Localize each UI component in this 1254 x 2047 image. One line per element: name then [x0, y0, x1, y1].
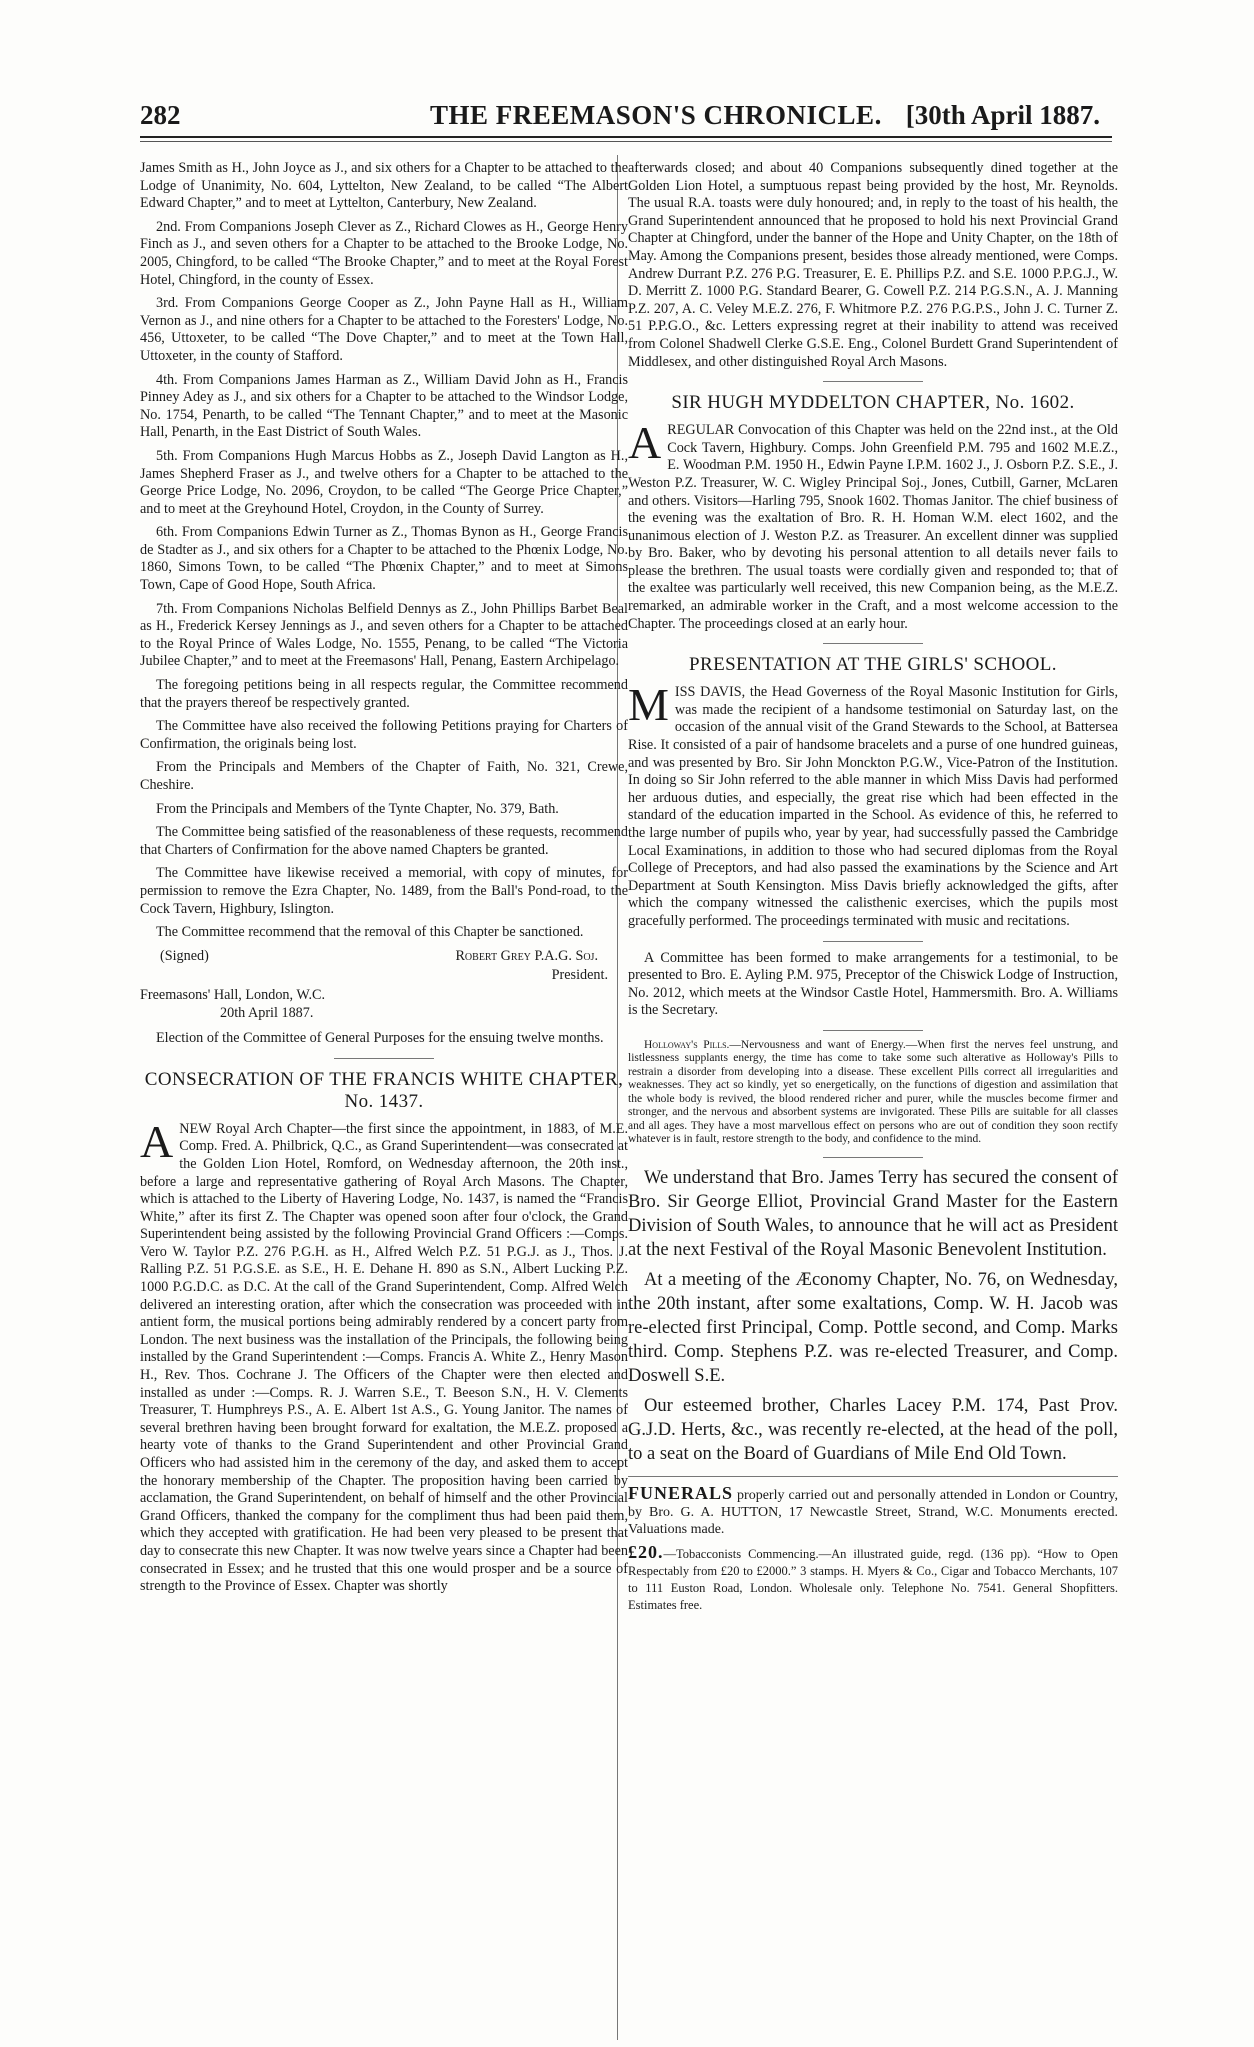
funerals-advert: [628, 1482, 1118, 1538]
petition-5: 5th. From Companions Hugh Marcus Hobbs as Z., Joseph David Langton as H., James Shepherd Fraser as J., and twelve others for a Chapter to be attached to the George Price Lodge, No. 2096, Croydon, to be called “The George Price Chapter,” and to meet at the Greyhound Hotel, Croydon, in the County of Surrey.: [140, 447, 628, 517]
address-date: 20th April 1887.: [220, 1004, 314, 1021]
myddelton-heading: SIR HUGH MYDDELTON CHAPTER, No. 1602.: [671, 392, 1075, 414]
election-paragraph: Election of the Committee of General Purposes for the ensuing twelve months.: [156, 1030, 604, 1047]
section-rule: [823, 1157, 923, 1158]
committee-paragraph: From the Principals and Members of the Chapter of Faith, No. 321, Crewe, Cheshire.: [140, 759, 628, 793]
consecration-cont: afterwards closed; and about 40 Companions subsequently dined together at the Golden Lion Hotel, a sumptuous repast being provided by the host, Mr. Reynolds. The usual R.A. toasts were duly honoured; and, in reply to the toast of his health, the Grand Superintendent announced that he proposed to hold his next Provincial Grand Chapter at Chingford, under the banner of the Hope and Unity Chapter, on the 18th of May. Among the Companions present, besides those already mentioned, were Comps. Andrew Durrant P.Z. 276 P.G. Treasurer, E. E. Phillips P.Z. and S.E. 1000 P.P.G.J., W. D. Merritt Z. 1000 P.G. Standard Bearer, G. Cowell P.Z. 214 P.G.S.N., A. J. Manning P.Z. 207, A. C. Veley M.E.Z. 276, F. Whitmore P.Z. 276 P.G.P.S., John J. C. Turner Z. 51 P.P.G.O., &c. Letters expressing regret at their inability to attend was received from Colonel Shadwell Clerke G.S.E. Eng., Colonel Burdett Grand Superintendent of Middlesex, and other distinguished Royal Arch Masons.: [628, 160, 1118, 370]
signature-line: [160, 948, 598, 966]
masthead-rule-thin: [140, 141, 1112, 142]
petition-3: 3rd. From Companions George Cooper as Z., John Payne Hall as H., William Vernon as J., and nine others for a Chapter to be attached to the Foresters' Lodge, No. 456, Uttoxeter, to be called “The Dove Chapter,” and to meet at the Town Hall, Uttoxeter, in the county of Stafford.: [140, 295, 628, 364]
address: Freemasons' Hall, London, W.C.: [140, 986, 326, 1003]
myddelton-text: REGULAR Convocation of this Chapter was held on the 22nd inst., at the Old Cock Tavern, Highbury. Comps. John Greenfield P.M. 795 and 1602 M.E.Z., E. Woodman P.M. 1950 H., Edwin Payne I.P.M. 1602 J., J. Osborn P.Z. S.E., J. Weston P.Z. Treasurer, W. C. Wigley Principal Soj., Jones, Cutbill, Garner, McLaren and others. Visitors—Harling 795, Snook 1602. Thomas Janitor. The chief business of the evening was the exaltation of Bro. R. H. Homan W.M. elect 1602, and the unanimous election of J. Weston P.Z. as Treasurer. An excellent dinner was supplied by Bro. Baker, who by devoting his personal attention to all details never fails to please the brethren. The usual toasts were cordially given and responded to; that of the exaltee was particularly well received, this new Companion being, as the M.E.Z. remarked, an admirable worker in the Craft, and a most welcome accession to the Chapter. The proceedings closed at an early hour.: [628, 422, 1118, 632]
committee-paragraph: The Committee being satisfied of the reasonableness of these requests, recommend that Charters of Confirmation for the above named Chapters be granted.: [140, 824, 628, 858]
section-rule: [334, 1058, 434, 1059]
masthead: [140, 100, 1100, 136]
holloway-advert: [628, 1039, 1118, 1147]
masthead-rule: [140, 136, 1112, 138]
consecration-article: [140, 1115, 628, 1596]
signed-label: (Signed): [160, 947, 209, 964]
petition-6: 6th. From Companions Edwin Turner as Z., Thomas Bynon as H., George Francis de Stadter as J., and six others for a Chapter to be attached to the Phœnix Lodge, No. 1860, Simons Town, to be called “The Phœnix Chapter,” and to meet at Simons Town, Cape of Good Hope, South Africa.: [140, 524, 628, 594]
terry-paragraph: We understand that Bro. James Terry has secured the consent of Bro. Sir George Elliot, Provincial Grand Master for the Eastern Division of South Wales, to announce that he will act as President at the next Festival of the Royal Masonic Benevolent Institution.: [628, 1167, 1118, 1260]
testimonial-paragraph: A Committee has been formed to make arrangements for a testimonial, to be presented to Bro. E. Ayling P.M. 975, Preceptor of the Chiswick Lodge of Instruction, No. 2012, which meets at the Windsor Castle Hotel, Hammersmith. Bro. A. Williams is the Secretary.: [628, 949, 1118, 1019]
signed-role: President.: [551, 967, 608, 984]
section-rule: [823, 941, 923, 942]
right-column: [628, 160, 1118, 1620]
myddelton-article: [628, 417, 1118, 633]
newspaper-title: THE FREEMASON'S CHRONICLE.: [430, 100, 882, 130]
section-rule: [823, 643, 923, 644]
drop-cap: A: [140, 1115, 174, 1167]
funerals-lead: FUNERALS: [628, 1482, 734, 1503]
drop-cap: M: [628, 679, 669, 731]
petition-4: 4th. From Companions James Harman as Z., William David John as H., Francis Pinney Adey as J., and six others for a Chapter to be attached to the Windsor Lodge, No. 1754, Penarth, to be called “The Tennant Chapter,” and to meet at the Masonic Hall, Penarth, in the East District of South Wales.: [140, 371, 628, 441]
girls-school-text: ISS DAVIS, the Head Governess of the Royal Masonic Institution for Girls, was made the recipient of a handsome testimonial on Saturday last, on the occasion of the annual visit of the Grand Stewards to the School, at Battersea Rise. It consisted of a pair of handsome bracelets and a purse of one hundred guineas, and was presented by Bro. Sir John Monckton P.G.W., Vice-Patron of the Institution. In doing so Sir John referred to the able manner in which Miss Davis had performed her arduous duties, and especially, the great rise which had been effected in the standard of the education imparted in the School. As evidence of this, he referred to the large number of pupils who, year by year, had successfully passed the Cambridge Local Examinations, in addition to those who had secured diplomas from the Royal College of Preceptors, and had also passed the examinations by the Science and Art Department at South Kensington. Miss Davis briefly acknowledged the gifts, after which the company witnessed the calisthenic exercises, which the pupils most gracefully performed. The proceedings terminated with music and recitations.: [628, 684, 1118, 929]
girls-school-heading: PRESENTATION AT THE GIRLS' SCHOOL.: [689, 654, 1057, 676]
committee-paragraph: The Committee recommend that the removal of this Chapter be sanctioned.: [156, 924, 584, 941]
consecration-heading: CONSECRATION OF THE FRANCIS WHITE CHAPTER, No. 1437.: [144, 1068, 624, 1112]
page-number: 282: [140, 100, 181, 130]
petition-2: 2nd. From Companions Joseph Clever as Z., Richard Clowes as H., George Henry Finch as J., and seven others for a Chapter to be attached to the Brooke Lodge, No. 2005, Chingford, to be called “The Brooke Chapter,” and to meet at the Royal Forest Hotel, Chingford, in the county of Essex.: [140, 218, 628, 288]
funerals-text: properly carried out and personally attended in London or Country, by Bro. G. A. HUTTON, 17 Newcastle Street, Strand, W.C. Monuments erected. Valuations made.: [628, 1487, 1118, 1537]
lacey-paragraph: Our esteemed brother, Charles Lacey P.M. 174, Past Prov. G.J.D. Herts, &c., was recently re-elected, at the head of the poll, to a seat on the Board of Guardians of Mile End Old Town.: [628, 1395, 1118, 1464]
tobacco-text: —Tobacconists Commencing.—An illustrated guide, regd. (136 pp). “How to Open Respectably from £20 to £2000.” 3 stamps. H. Myers & Co., Cigar and Tobacco Merchants, 107 to 111 Euston Road, London. Wholesale only. Telephone No. 7541. General Shopfitters. Estimates free.: [628, 1546, 1118, 1612]
girls-school-article: [628, 679, 1118, 930]
issue-date: [30th April 1887.: [905, 100, 1100, 130]
section-rule: [823, 1030, 923, 1031]
tobacco-lead: £20.: [628, 1541, 664, 1562]
consecration-text: NEW Royal Arch Chapter—the first since the appointment, in 1883, of M.E. Comp. Fred. A. Philbrick, Q.C., as Grand Superintendent—was consecrated at the Golden Lion Hotel, Romford, on Wednesday afternoon, the 20th inst., before a large and representative gathering of Royal Arch Masons. The Chapter, which is attached to the Liberty of Havering Lodge, No. 1437, is named the “Francis White,” after its first Z. The Chapter was opened soon after four o'clock, the Grand Superintendent being assisted by the following Provincial Grand Officers :—Comps. Vero W. Taylor P.Z. 276 P.G.H. as H., Alfred Welch P.Z. 51 P.G.J. as J., Thos. J. Ralling P.Z. 51 P.G.S.E. as S.E., H. E. Dehane H. 890 as S.N., Albert Lucking P.Z. 1000 P.G.D.C. as D.C. At the call of the Grand Superintendent, Comp. Alfred Welch delivered an interesting oration, after which the consecration was proceeded with in antient form, the musical portions being admirably rendered by a concert party from London. The next business was the installation of the Principals, the following being installed by the Grand Superintendent :—Comps. Francis A. White Z., Henry Mason H., Rev. Thos. Cochrane J. The Officers of the Chapter were then elected and installed as under :—Comps. R. J. Warren S.E., T. Beeson S.N., H. V. Clements Treasurer, T. Humphreys P.S., A. E. Albert 1st A.S., G. Young Janitor. The names of several brethren having been brought forward for exaltation, the M.E.Z. proposed a hearty vote of thanks to the Grand Superintendent and other Provincial Grand Officers who had assisted him in the ceremony of the day, and asked them to accept the honorary membership of the Chapter. The proposition having been carried by acclamation, the Grand Superintendent, on behalf of himself and the other Provincial Grand Officers, thanked the company for the compliment thus had been paid them, which they accepted with gratification. He had been very pleased to be present that day to consecrate this new Chapter. It was now twelve years since a Chapter had been consecrated in Essex; and he trusted that this one would prosper and be a source of strength to the Province of Essex. Chapter was shortly: [140, 1120, 628, 1595]
committee-paragraph: From the Principals and Members of the Tynte Chapter, No. 379, Bath.: [156, 800, 559, 817]
tobacco-advert: [628, 1541, 1118, 1614]
section-rule: [823, 381, 923, 382]
committee-paragraph: The foregoing petitions being in all respects regular, the Committee recommend that the prayers thereof be respectively granted.: [140, 677, 628, 711]
advert-rule: [628, 1476, 1118, 1477]
petition-7: 7th. From Companions Nicholas Belfield Dennys as Z., John Phillips Barbet Beal as H., Frederick Kersey Jennings as J., and seven others for a Chapter to be attached to the Royal Prince of Wales Lodge, No. 1555, Penang, to be called “The Victoria Jubilee Chapter,” and to meet at the Freemasons' Hall, Penang, Eastern Archipelago.: [140, 600, 628, 670]
committee-paragraph: The Committee have likewise received a memorial, with copy of minutes, for permission to remove the Ezra Chapter, No. 1489, from the Ball's Pond-road, to the Cock Tavern, Highbury, Islington.: [140, 865, 628, 917]
signed-name: Robert Grey P.A.G. Soj.: [455, 947, 598, 964]
holloway-text: —Nervousness and want of Energy.—When first the nerves feel unstrung, and listlessness supplants energy, the time has come to take some such alterative as Holloway's Pills to restrain a disorder from developing into a disease. These excellent Pills correct all irregularities and weaknesses. They act so kindly, yet so energetically, on the functions of digestion and assimilation that the whole body is revived, the blood rendered richer and purer, while the muscles become firmer and stronger, and the nervous and absorbent systems are invigorated. These Pills are suitable for all classes and all ages. They have a most marvellous effect on persons who are out of condition they soon rectify whatever is in fault, restore strength to the body, and confidence to the mind.: [628, 1038, 1119, 1146]
committee-paragraph: The Committee have also received the following Petitions praying for Charters of Confirmation, the originals being lost.: [140, 718, 628, 752]
drop-cap: A: [628, 417, 662, 469]
left-column: [140, 160, 628, 1602]
petition-1-cont: James Smith as H., John Joyce as J., and six others for a Chapter to be attached to the Lodge of Unanimity, No. 604, Lyttelton, New Zealand, to be called “The Albert Edward Chapter,” and to meet at Lyttelton, Canterbury, New Zealand.: [140, 160, 628, 212]
economy-paragraph: At a meeting of the Æconomy Chapter, No. 76, on Wednesday, the 20th instant, after some exaltations, Comp. W. H. Jacob was re-elected first Principal, Comp. Pottle second, and Comp. Marks third. Comp. Stephens P.Z. was re-elected Treasurer, and Comp. Doswell S.E.: [628, 1269, 1118, 1386]
holloway-lead: Holloway's Pills.: [644, 1038, 730, 1051]
